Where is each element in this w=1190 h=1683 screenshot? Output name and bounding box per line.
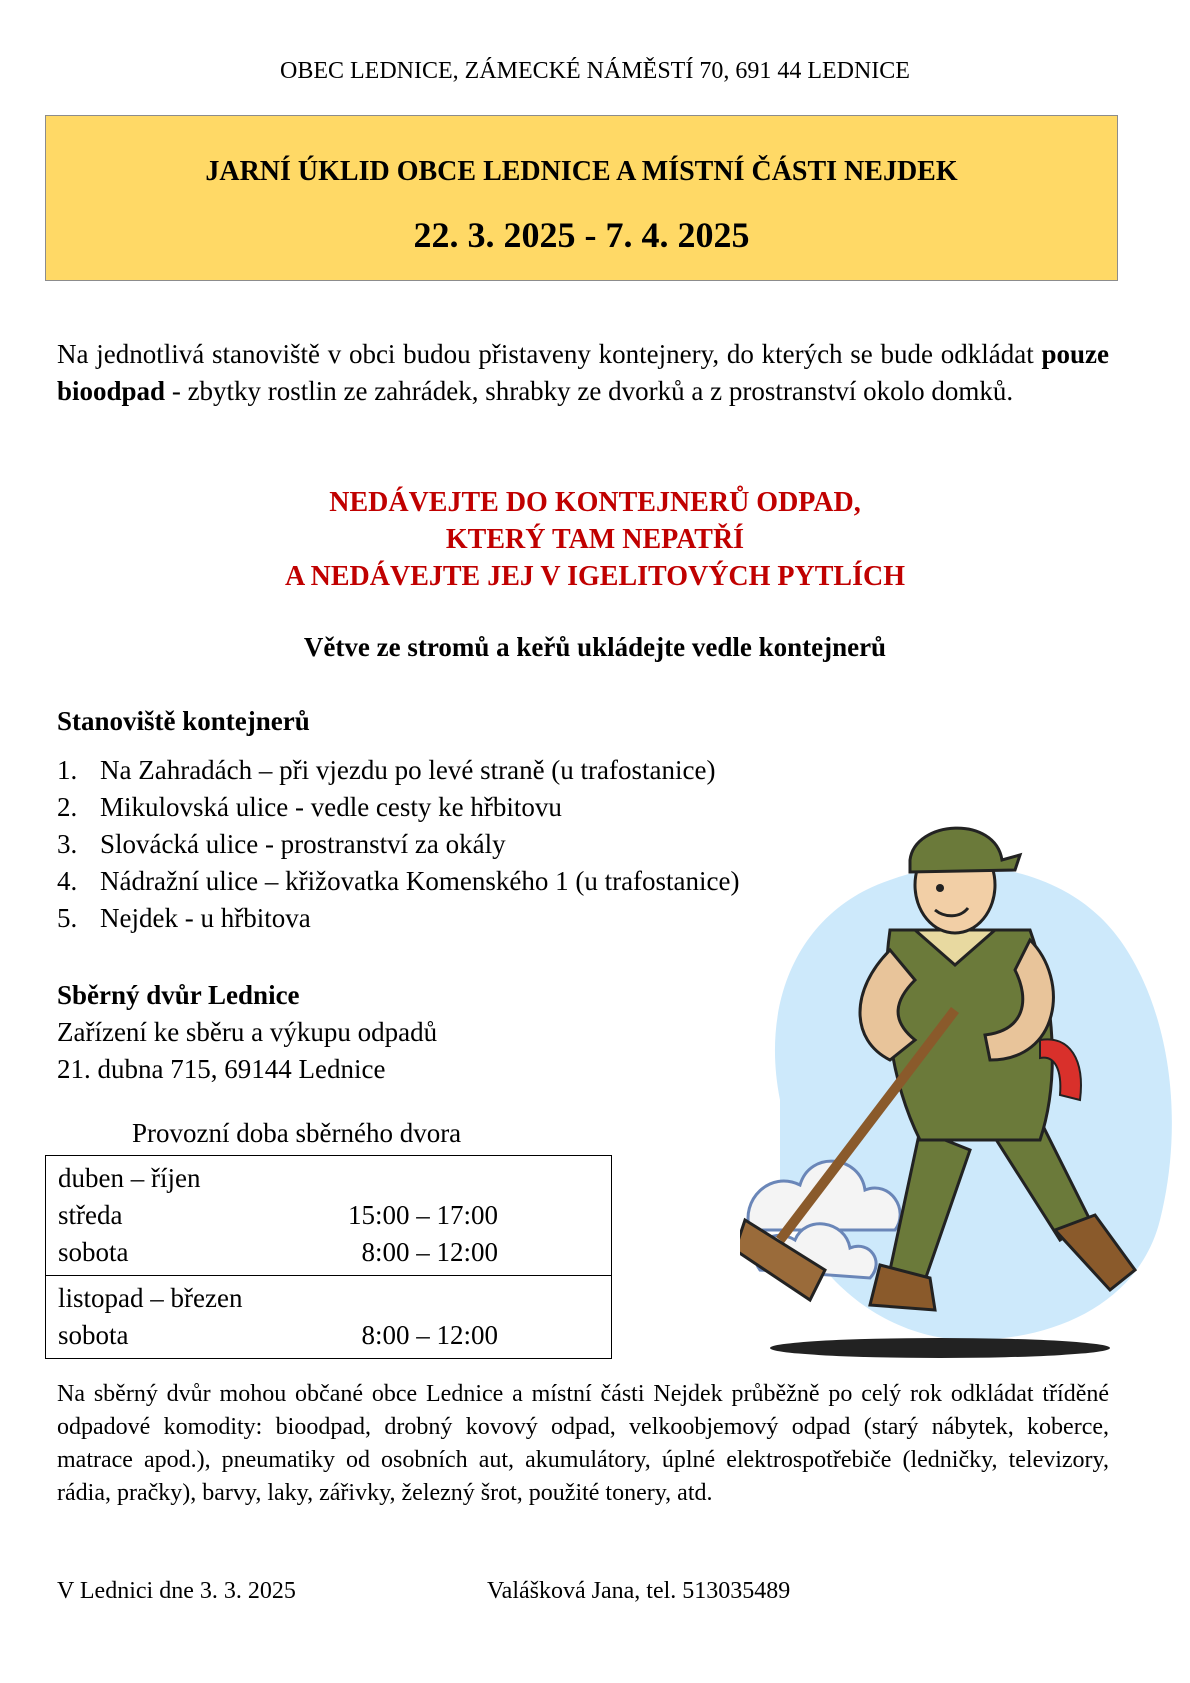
banner xyxy=(45,115,1118,281)
list-item xyxy=(57,826,740,863)
list-item-number: 3. xyxy=(57,829,78,859)
list-item xyxy=(57,863,740,900)
hours-day: sobota xyxy=(58,1320,129,1350)
hours-block-summer xyxy=(46,1156,611,1275)
warning-line: A NEDÁVEJTE JEJ V IGELITOVÝCH PYTLÍCH xyxy=(284,561,906,592)
footer-paragraph: Na sběrný dvůr mohou občané obce Lednice a místní části Nejdek průběžně po celý rok odkládat tříděné odpadové komodity: bioodpad, drobný kovový odpad, velkoobjemový odpad (starý nábytek, koberce, matrace apod.), pneumatiky od osobních aut, akumulátory, úplné elektrospotřebiče (ledničky, televizory, rádia, pračky), barvy, laky, zářivky, železný šrot, použité tonery, atd. xyxy=(57,1381,1109,1506)
hours-time: 8:00 – 12:00 xyxy=(361,1320,498,1350)
hours-period: listopad – březen xyxy=(58,1283,243,1313)
warning-line: KTERÝ TAM NEPATŘÍ xyxy=(445,524,745,555)
list-item-number: 1. xyxy=(57,755,78,785)
banner-date: 22. 3. 2025 - 7. 4. 2025 xyxy=(413,215,750,255)
list-item xyxy=(57,789,740,826)
list-item xyxy=(57,752,740,789)
footer-contact: Valášková Jana, tel. 513035489 xyxy=(487,1578,791,1604)
intro-text-after: - zbytky rostlin ze zahrádek, shrabky ze dvorků a z prostranství okolo domků. xyxy=(165,376,1014,406)
list-item-number: 2. xyxy=(57,792,78,822)
hours-period: duben – říjen xyxy=(58,1163,201,1193)
table-row xyxy=(58,1234,599,1271)
branches-note: Větve ze stromů a keřů ukládejte vedle kontejnerů xyxy=(303,632,887,662)
hours-day: středa xyxy=(58,1200,123,1230)
table-row xyxy=(58,1317,599,1354)
list-item-text: Mikulovská ulice - vedle cesty ke hřbitovu xyxy=(100,792,562,822)
sites-list xyxy=(57,752,740,937)
hours-time: 8:00 – 12:00 xyxy=(361,1237,498,1267)
list-item-text: Na Zahradách – při vjezdu po levé straně (u trafostanice) xyxy=(100,755,716,785)
warning-line: NEDÁVEJTE DO KONTEJNERŮ ODPAD, xyxy=(329,487,861,518)
list-item-number: 4. xyxy=(57,866,78,896)
list-item-number: 5. xyxy=(57,903,78,933)
table-row xyxy=(58,1197,599,1234)
hours-time: 15:00 – 17:00 xyxy=(347,1200,498,1230)
hours-day: sobota xyxy=(58,1237,129,1267)
footer-date: V Lednici dne 3. 3. 2025 xyxy=(57,1578,296,1604)
header-address: OBEC LEDNICE, ZÁMECKÉ NÁMĚSTÍ 70, 691 44 LEDNICE xyxy=(280,58,910,84)
sweeper-clipart-icon xyxy=(740,800,1180,1365)
yard-subtitle: Zařízení ke sběru a výkupu odpadů xyxy=(57,1017,438,1047)
list-item-text: Nejdek - u hřbitova xyxy=(100,903,311,933)
list-item xyxy=(57,900,740,937)
hours-block-winter xyxy=(46,1275,611,1358)
yard-address: 21. dubna 715, 69144 Lednice xyxy=(57,1054,386,1084)
intro-text-bold: pouze bioodpad xyxy=(57,339,1109,406)
banner-title: JARNÍ ÚKLID OBCE LEDNICE A MÍSTNÍ ČÁSTI NEJDEK xyxy=(205,156,958,187)
list-item-text: Slovácká ulice - prostranství za okály xyxy=(100,829,506,859)
yard-name: Sběrný dvůr Lednice xyxy=(57,980,300,1010)
hours-title: Provozní doba sběrného dvora xyxy=(132,1118,462,1148)
intro-text-before: Na jednotlivá stanoviště v obci budou přistaveny kontejnery, do kterých se bude odkládat xyxy=(57,339,1042,369)
intro-paragraph xyxy=(57,336,1109,410)
hours-table xyxy=(45,1155,612,1359)
sites-heading: Stanoviště kontejnerů xyxy=(57,706,310,736)
list-item-text: Nádražní ulice – křižovatka Komenského 1 (u trafostanice) xyxy=(100,866,740,896)
warning-block xyxy=(0,484,1190,595)
